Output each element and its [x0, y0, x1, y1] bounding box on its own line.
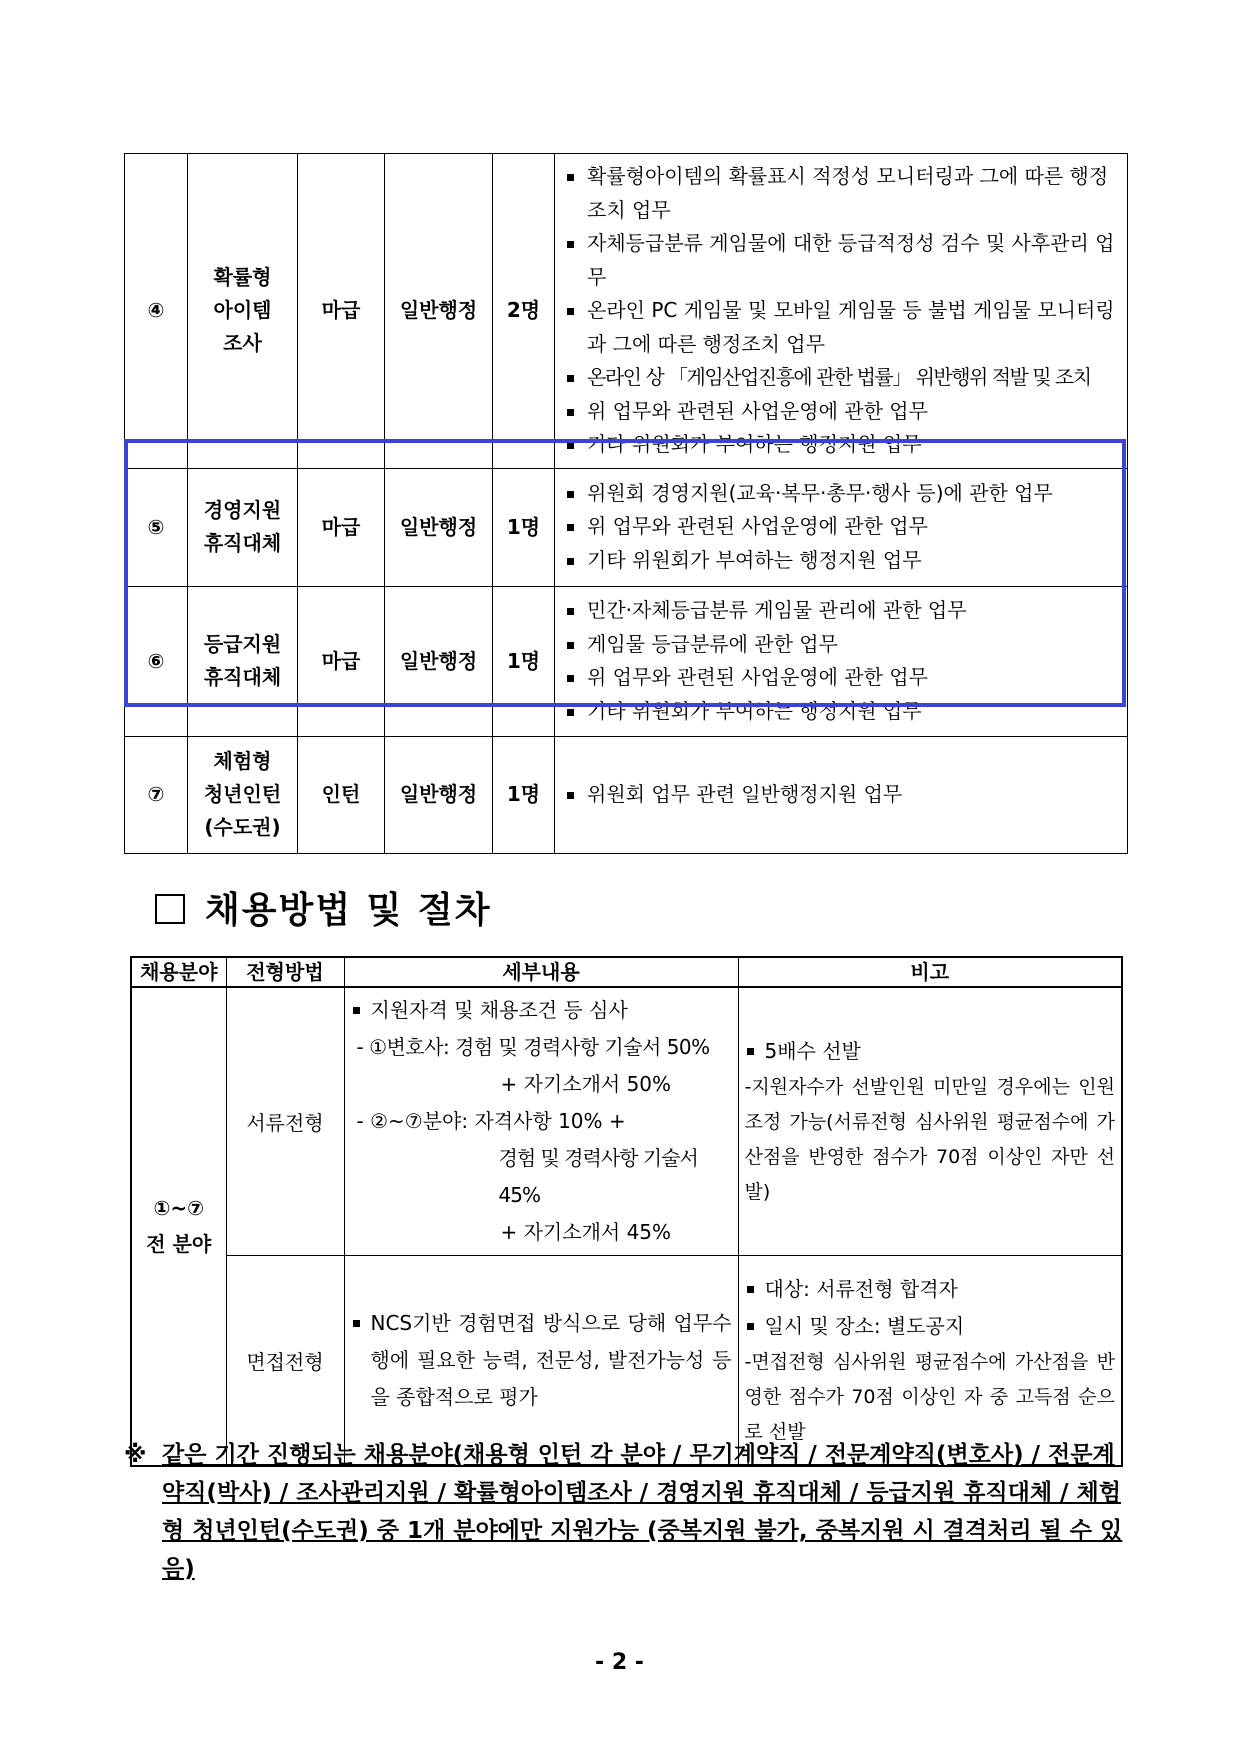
- type-cell: 일반행정: [385, 468, 493, 586]
- method-cell: 면접전형: [226, 1256, 344, 1466]
- header-remark: 비고: [738, 957, 1122, 987]
- table-row: [131, 987, 1122, 1256]
- header-method: 전형방법: [226, 957, 344, 987]
- list-item: 온라인 PC 게임물 및 모바일 게임물 등 불법 게임물 모니터링과 그에 따른 행정조치 업무: [565, 294, 1119, 361]
- remark-cell: 5배수 선발 -지원자수가 선발인원 미만일 경우에는 인원 조정 가능(서류전형 심사위원 평균점수에 가산점을 반영한 점수가 70점 이상인 자만 선발): [738, 987, 1122, 1256]
- list-item: 기타 위원회가 부여하는 행정지원 업무: [565, 544, 1119, 578]
- list-item: 온라인 상 「게임산업진흥에 관한 법률」 위반행위 적발 및 조치: [565, 361, 1119, 395]
- list-item: 확률형아이템의 확률표시 적정성 모니터링과 그에 따른 행정조치 업무: [565, 160, 1119, 227]
- duties-cell: [555, 736, 1128, 853]
- count-cell: 1명: [493, 586, 555, 736]
- table-row: [125, 736, 1128, 853]
- duties-cell: [555, 154, 1128, 469]
- type-cell: 일반행정: [385, 586, 493, 736]
- field-cell: ①~⑦ 전 분야: [131, 987, 226, 1466]
- notice-body: 같은 기간 진행되는 채용분야(채용형 인턴 각 분야 / 무기계약직 / 전문계약직(변호사) / 전문계약직(박사) / 조사관리지원 / 확률형아이템조사 / 경영지원 휴직대체 / 등급지원 휴직대체 / 체험형 청년인턴(수도권) 중 1개 분야에만 지원가능 (중복지원 불가, 중복지원 시 결격처리 될 수 있음): [162, 1442, 1123, 1582]
- position-name: 등급지원 휴직대체: [188, 586, 298, 736]
- method-cell: 서류전형: [226, 987, 344, 1256]
- list-item: 위 업무와 관련된 사업운영에 관한 업무: [565, 510, 1119, 544]
- duties-cell: [555, 468, 1128, 586]
- remark-cell: 대상: 서류전형 합격자 일시 및 장소: 별도공지 -면접전형 심사위원 평균점수에 가산점을 반영한 점수가 70점 이상인 자 중 고득점 순으로 선발: [738, 1256, 1122, 1466]
- row-number: ④: [125, 154, 188, 469]
- list-item: 위 업무와 관련된 사업운영에 관한 업무: [565, 661, 1119, 695]
- procedure-table: [130, 956, 1123, 1467]
- page-number: - 2 -: [595, 1650, 644, 1675]
- duties-cell: [555, 586, 1128, 736]
- table-row: [125, 586, 1128, 736]
- position-name: 경영지원 휴직대체: [188, 468, 298, 586]
- grade-cell: 마급: [298, 154, 385, 469]
- detail-cell: 지원자격 및 채용조건 등 심사 - ①변호사: 경험 및 경력사항 기술서 50% + 자기소개서 50% - ②~⑦분야: 자격사항 10% + 경험 및 경력사항 기술서 45% + 자기소개서 45%: [344, 987, 738, 1256]
- grade-cell: 인턴: [298, 736, 385, 853]
- type-cell: 일반행정: [385, 154, 493, 469]
- count-cell: 1명: [493, 736, 555, 853]
- position-name: 확률형 아이템 조사: [188, 154, 298, 469]
- table-row: [131, 1256, 1122, 1466]
- row-number: ⑥: [125, 586, 188, 736]
- row-number: ⑤: [125, 468, 188, 586]
- table-row: [125, 468, 1128, 586]
- list-item: 기타 위원회가 부여하는 행정지원 업무: [565, 695, 1119, 729]
- count-cell: 2명: [493, 154, 555, 469]
- list-item: 자체등급분류 게임물에 대한 등급적정성 검수 및 사후관리 업무: [565, 227, 1119, 294]
- detail-cell: NCS기반 경험면접 방식으로 당해 업무수행에 필요한 능력, 전문성, 발전가능성 등을 종합적으로 평가: [344, 1256, 738, 1466]
- header-detail: 세부내용: [344, 957, 738, 987]
- grade-cell: 마급: [298, 468, 385, 586]
- notice-text: [124, 1436, 1128, 1588]
- square-icon: [155, 894, 185, 924]
- reference-mark: ※: [124, 1442, 147, 1468]
- header-field: 채용분야: [131, 957, 226, 987]
- list-item: 위원회 경영지원(교육·복무·총무·행사 등)에 관한 업무: [565, 477, 1119, 511]
- grade-cell: 마급: [298, 586, 385, 736]
- list-item: 위원회 업무 관련 일반행정지원 업무: [565, 778, 1119, 812]
- row-number: ⑦: [125, 736, 188, 853]
- count-cell: 1명: [493, 468, 555, 586]
- table-row: [125, 154, 1128, 469]
- position-name: 체험형 청년인턴 (수도권): [188, 736, 298, 853]
- list-item: 기타 위원회가 부여하는 행정지원 업무: [565, 428, 1119, 462]
- positions-table: [124, 153, 1128, 854]
- type-cell: 일반행정: [385, 736, 493, 853]
- list-item: 민간·자체등급분류 게임물 관리에 관한 업무: [565, 594, 1119, 628]
- table-header-row: [131, 957, 1122, 987]
- list-item: 위 업무와 관련된 사업운영에 관한 업무: [565, 395, 1119, 429]
- section-title: 채용방법 및 절차: [155, 882, 492, 933]
- list-item: 게임물 등급분류에 관한 업무: [565, 628, 1119, 662]
